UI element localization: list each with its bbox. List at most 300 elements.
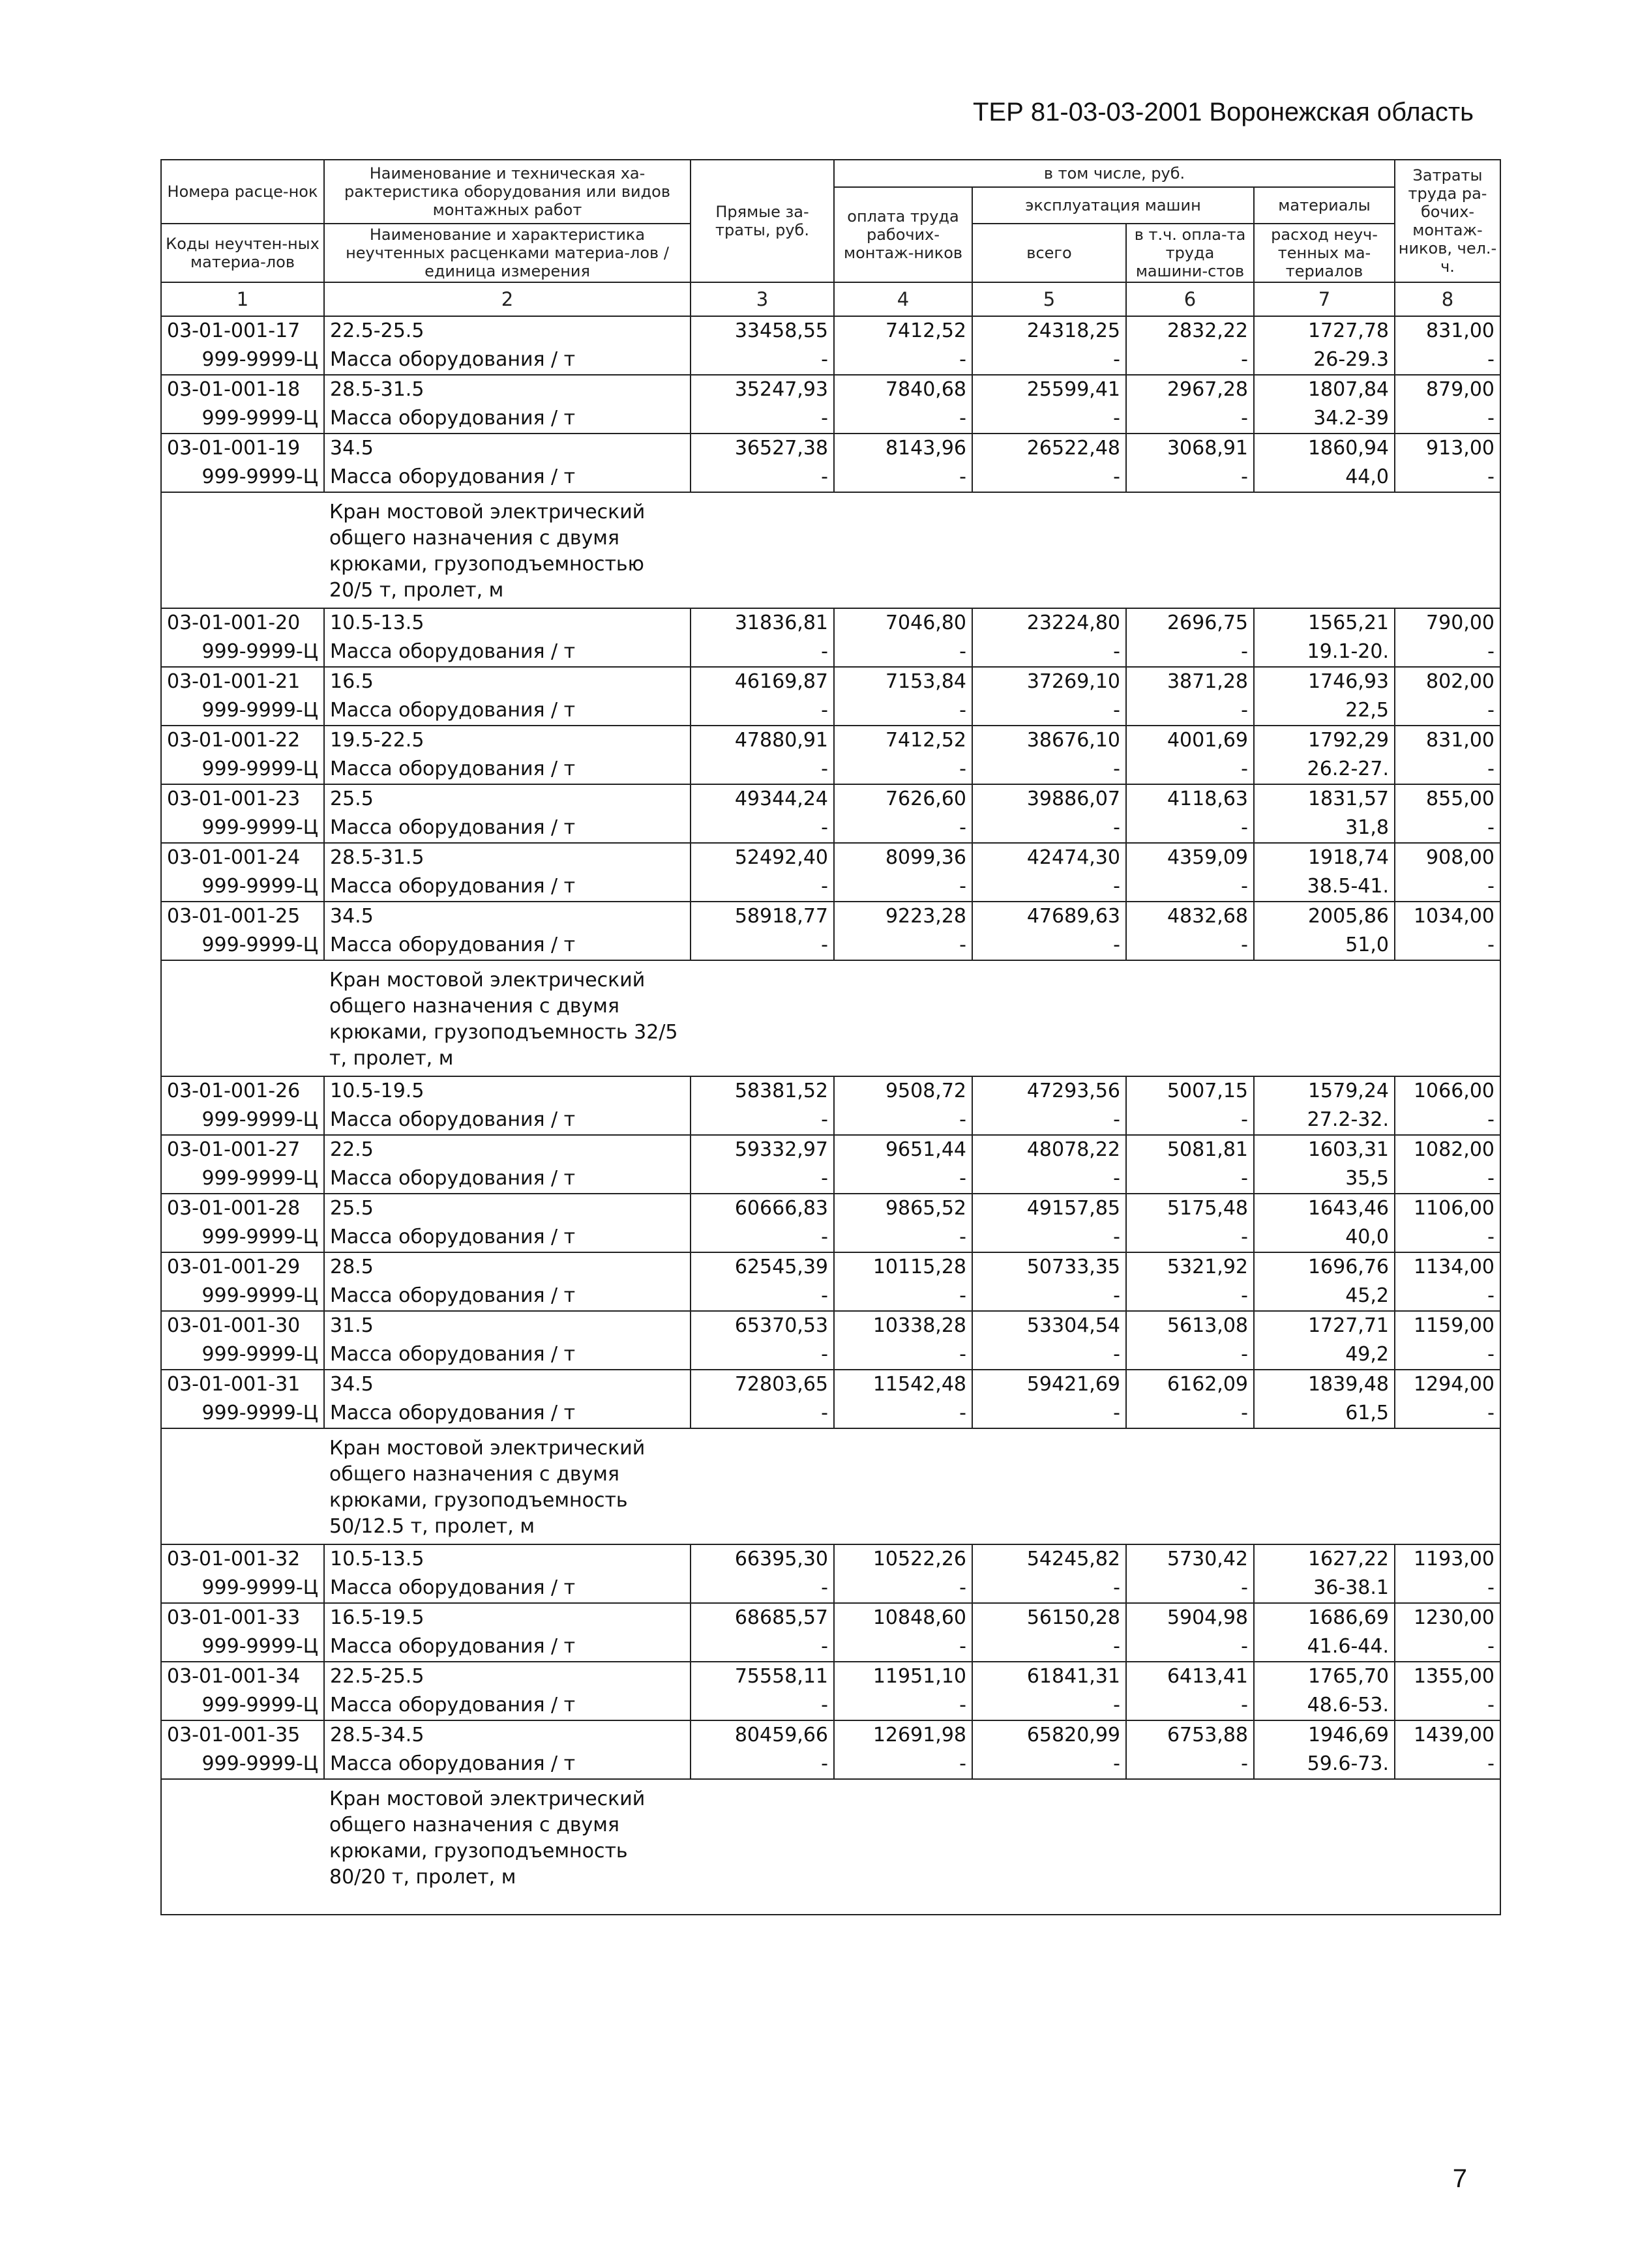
material-value: - xyxy=(691,638,834,667)
rate-value: 4118,63 xyxy=(1126,784,1254,814)
rate-row xyxy=(161,1544,1500,1574)
material-value: - xyxy=(834,1340,972,1370)
material-value: 36-38.1 xyxy=(1254,1574,1395,1603)
material-value: - xyxy=(834,872,972,902)
rate-value: 61841,31 xyxy=(972,1662,1126,1691)
rate-span: 22.5 xyxy=(324,1135,691,1164)
rate-value: 908,00 xyxy=(1395,843,1500,872)
rate-value: 52492,40 xyxy=(691,843,834,872)
material-value: - xyxy=(1126,638,1254,667)
material-name: Масса оборудования / т xyxy=(324,1223,691,1252)
material-code: 999-9999-Ц xyxy=(161,872,324,902)
material-name: Масса оборудования / т xyxy=(324,638,691,667)
rate-value: 2967,28 xyxy=(1126,375,1254,404)
material-value: 19.1-20. xyxy=(1254,638,1395,667)
rate-value: 1355,00 xyxy=(1395,1662,1500,1691)
rate-value: 879,00 xyxy=(1395,375,1500,404)
rate-span: 25.5 xyxy=(324,1194,691,1223)
material-value: - xyxy=(834,1223,972,1252)
material-value: - xyxy=(1395,1691,1500,1720)
material-code: 999-9999-Ц xyxy=(161,1750,324,1779)
machines-header: эксплуатация машин xyxy=(972,187,1254,224)
material-value: - xyxy=(972,1632,1126,1662)
column-number: 6 xyxy=(1126,282,1254,316)
rate-value: 12691,98 xyxy=(834,1720,972,1750)
rate-value: 1066,00 xyxy=(1395,1076,1500,1106)
material-value: - xyxy=(1126,1750,1254,1779)
column-number: 2 xyxy=(324,282,691,316)
material-value: - xyxy=(1395,931,1500,960)
material-value: - xyxy=(1395,1223,1500,1252)
material-value: - xyxy=(1395,872,1500,902)
rate-value: 42474,30 xyxy=(972,843,1126,872)
column-number: 7 xyxy=(1254,282,1395,316)
material-value: - xyxy=(691,1632,834,1662)
material-name: Масса оборудования / т xyxy=(324,872,691,902)
material-value: - xyxy=(834,1574,972,1603)
material-row xyxy=(161,1106,1500,1135)
material-value: - xyxy=(1126,1691,1254,1720)
rate-value: 75558,11 xyxy=(691,1662,834,1691)
material-value: - xyxy=(834,404,972,434)
material-code: 999-9999-Ц xyxy=(161,931,324,960)
material-value: - xyxy=(691,814,834,843)
material-name: Масса оборудования / т xyxy=(324,1691,691,1720)
material-value: - xyxy=(691,1574,834,1603)
materials-header: материалы xyxy=(1254,187,1395,224)
material-value: 31,8 xyxy=(1254,814,1395,843)
material-value: - xyxy=(1126,1282,1254,1311)
material-value: 26-29.3 xyxy=(1254,346,1395,375)
rate-value: 54245,82 xyxy=(972,1544,1126,1574)
material-value: - xyxy=(691,1223,834,1252)
material-row xyxy=(161,463,1500,492)
rate-value: 2832,22 xyxy=(1126,316,1254,346)
rate-row xyxy=(161,1662,1500,1691)
rate-value: 36527,38 xyxy=(691,434,834,463)
material-value: - xyxy=(691,755,834,784)
material-name: Масса оборудования / т xyxy=(324,1340,691,1370)
material-code: 999-9999-Ц xyxy=(161,1632,324,1662)
material-value: - xyxy=(972,404,1126,434)
rate-value: 1643,46 xyxy=(1254,1194,1395,1223)
material-value: 22,5 xyxy=(1254,696,1395,726)
col-direct-costs-header: Прямые за-траты, руб. xyxy=(691,160,834,282)
material-code: 999-9999-Ц xyxy=(161,463,324,492)
rate-value: 39886,07 xyxy=(972,784,1126,814)
material-value: - xyxy=(1395,1282,1500,1311)
rate-value: 1727,78 xyxy=(1254,316,1395,346)
material-row xyxy=(161,814,1500,843)
material-code: 999-9999-Ц xyxy=(161,1282,324,1311)
rate-value: 1193,00 xyxy=(1395,1544,1500,1574)
rate-value: 25599,41 xyxy=(972,375,1126,404)
material-value: - xyxy=(834,1691,972,1720)
column-number: 1 xyxy=(161,282,324,316)
rate-code: 03-01-001-22 xyxy=(161,726,324,755)
rate-row xyxy=(161,375,1500,404)
material-value: - xyxy=(1126,1340,1254,1370)
rate-value: 1696,76 xyxy=(1254,1252,1395,1282)
material-value: - xyxy=(972,1164,1126,1194)
rate-span: 16.5-19.5 xyxy=(324,1603,691,1632)
rate-span: 10.5-13.5 xyxy=(324,608,691,638)
material-value: - xyxy=(1395,1340,1500,1370)
rate-code: 03-01-001-27 xyxy=(161,1135,324,1164)
material-code: 999-9999-Ц xyxy=(161,755,324,784)
rate-span: 28.5-31.5 xyxy=(324,375,691,404)
rate-span: 28.5-34.5 xyxy=(324,1720,691,1750)
rate-value: 1082,00 xyxy=(1395,1135,1500,1164)
material-value: - xyxy=(1395,404,1500,434)
material-value: - xyxy=(1126,346,1254,375)
material-value: - xyxy=(972,1106,1126,1135)
rate-value: 1106,00 xyxy=(1395,1194,1500,1223)
column-number: 4 xyxy=(834,282,972,316)
section-blank-cell xyxy=(691,1779,1500,1915)
rate-value: 1579,24 xyxy=(1254,1076,1395,1106)
rate-value: 1627,22 xyxy=(1254,1544,1395,1574)
rate-value: 11951,10 xyxy=(834,1662,972,1691)
material-code: 999-9999-Ц xyxy=(161,638,324,667)
rate-value: 7153,84 xyxy=(834,667,972,696)
rate-value: 1603,31 xyxy=(1254,1135,1395,1164)
material-value: - xyxy=(972,463,1126,492)
rate-value: 3068,91 xyxy=(1126,434,1254,463)
material-value: - xyxy=(972,1399,1126,1428)
material-value: - xyxy=(834,1106,972,1135)
table-body xyxy=(161,316,1500,1915)
rate-code: 03-01-001-26 xyxy=(161,1076,324,1106)
document-header: ТЕР 81-03-03-2001 Воронежская область xyxy=(972,98,1474,126)
column-numbers-row xyxy=(161,282,1500,316)
rate-value: 1807,84 xyxy=(1254,375,1395,404)
material-value: - xyxy=(1126,755,1254,784)
rate-value: 9508,72 xyxy=(834,1076,972,1106)
rate-value: 802,00 xyxy=(1395,667,1500,696)
material-code: 999-9999-Ц xyxy=(161,404,324,434)
rate-value: 1565,21 xyxy=(1254,608,1395,638)
rate-code: 03-01-001-20 xyxy=(161,608,324,638)
rate-code: 03-01-001-19 xyxy=(161,434,324,463)
rate-value: 5904,98 xyxy=(1126,1603,1254,1632)
col-material-codes-header: Коды неучтен-ных материа-лов xyxy=(161,224,324,282)
rate-value: 6162,09 xyxy=(1126,1370,1254,1399)
including-header: в том числе, руб. xyxy=(834,160,1395,187)
rate-value: 1294,00 xyxy=(1395,1370,1500,1399)
rate-value: 2005,86 xyxy=(1254,902,1395,931)
material-value: - xyxy=(1395,696,1500,726)
rate-span: 25.5 xyxy=(324,784,691,814)
rate-code: 03-01-001-24 xyxy=(161,843,324,872)
material-value: - xyxy=(1126,404,1254,434)
rate-span: 10.5-13.5 xyxy=(324,1544,691,1574)
material-name: Масса оборудования / т xyxy=(324,404,691,434)
rate-value: 1839,48 xyxy=(1254,1370,1395,1399)
material-value: - xyxy=(834,1282,972,1311)
material-value: - xyxy=(972,1691,1126,1720)
col-material-name-header: Наименование и характеристика неучтенных расценками материа-лов / единица измерения xyxy=(324,224,691,282)
material-name: Масса оборудования / т xyxy=(324,1632,691,1662)
rate-span: 31.5 xyxy=(324,1311,691,1340)
rate-value: 49157,85 xyxy=(972,1194,1126,1223)
material-name: Масса оборудования / т xyxy=(324,814,691,843)
rate-value: 23224,80 xyxy=(972,608,1126,638)
material-value: - xyxy=(691,463,834,492)
col-machines-total-header: всего xyxy=(972,224,1126,282)
material-value: - xyxy=(834,755,972,784)
column-number: 3 xyxy=(691,282,834,316)
rate-value: 7412,52 xyxy=(834,726,972,755)
material-value: - xyxy=(834,931,972,960)
material-value: 34.2-39 xyxy=(1254,404,1395,434)
material-value: 35,5 xyxy=(1254,1164,1395,1194)
material-value: - xyxy=(1395,1750,1500,1779)
rate-value: 58918,77 xyxy=(691,902,834,931)
material-value: - xyxy=(1126,463,1254,492)
rate-row xyxy=(161,1252,1500,1282)
rate-span: 28.5-31.5 xyxy=(324,843,691,872)
material-value: - xyxy=(1395,1399,1500,1428)
rate-value: 11542,48 xyxy=(834,1370,972,1399)
rate-value: 9223,28 xyxy=(834,902,972,931)
rate-code: 03-01-001-17 xyxy=(161,316,324,346)
rate-value: 1034,00 xyxy=(1395,902,1500,931)
section-row xyxy=(161,1428,1500,1544)
rate-value: 38676,10 xyxy=(972,726,1126,755)
material-value: - xyxy=(1126,1164,1254,1194)
material-value: - xyxy=(691,1282,834,1311)
material-row xyxy=(161,931,1500,960)
material-value: 51,0 xyxy=(1254,931,1395,960)
material-value: - xyxy=(1126,1399,1254,1428)
material-value: - xyxy=(1126,872,1254,902)
material-name: Масса оборудования / т xyxy=(324,931,691,960)
rate-value: 47293,56 xyxy=(972,1076,1126,1106)
rate-value: 790,00 xyxy=(1395,608,1500,638)
rate-value: 2696,75 xyxy=(1126,608,1254,638)
rate-value: 1792,29 xyxy=(1254,726,1395,755)
rate-code: 03-01-001-34 xyxy=(161,1662,324,1691)
section-blank-cell xyxy=(691,1428,1500,1544)
material-value: 48.6-53. xyxy=(1254,1691,1395,1720)
rate-value: 4001,69 xyxy=(1126,726,1254,755)
rate-row xyxy=(161,1076,1500,1106)
material-row xyxy=(161,404,1500,434)
rate-code: 03-01-001-28 xyxy=(161,1194,324,1223)
rate-code: 03-01-001-25 xyxy=(161,902,324,931)
rate-span: 16.5 xyxy=(324,667,691,696)
material-value: 38.5-41. xyxy=(1254,872,1395,902)
material-value: - xyxy=(834,1632,972,1662)
material-name: Масса оборудования / т xyxy=(324,346,691,375)
rate-value: 65370,53 xyxy=(691,1311,834,1340)
material-row xyxy=(161,1399,1500,1428)
material-value: - xyxy=(691,872,834,902)
rate-row xyxy=(161,1135,1500,1164)
material-value: - xyxy=(691,931,834,960)
rate-value: 1946,69 xyxy=(1254,1720,1395,1750)
column-number: 8 xyxy=(1395,282,1500,316)
rate-value: 1230,00 xyxy=(1395,1603,1500,1632)
col-labor-pay-header: оплата труда рабочих-монтаж-ников xyxy=(834,187,972,282)
material-value: 61,5 xyxy=(1254,1399,1395,1428)
material-value: - xyxy=(834,696,972,726)
rate-code: 03-01-001-33 xyxy=(161,1603,324,1632)
rate-value: 1918,74 xyxy=(1254,843,1395,872)
material-value: - xyxy=(1126,1574,1254,1603)
rate-value: 35247,93 xyxy=(691,375,834,404)
rate-value: 855,00 xyxy=(1395,784,1500,814)
section-row xyxy=(161,492,1500,608)
rate-value: 7840,68 xyxy=(834,375,972,404)
material-value: - xyxy=(691,1399,834,1428)
rate-value: 46169,87 xyxy=(691,667,834,696)
rate-value: 5175,48 xyxy=(1126,1194,1254,1223)
material-value: - xyxy=(972,872,1126,902)
rate-value: 31836,81 xyxy=(691,608,834,638)
rate-span: 28.5 xyxy=(324,1252,691,1282)
material-value: - xyxy=(1395,346,1500,375)
material-name: Масса оборудования / т xyxy=(324,1106,691,1135)
rate-value: 6753,88 xyxy=(1126,1720,1254,1750)
material-value: - xyxy=(834,1164,972,1194)
material-row xyxy=(161,346,1500,375)
material-value: - xyxy=(1395,755,1500,784)
material-row xyxy=(161,872,1500,902)
material-row xyxy=(161,638,1500,667)
rate-value: 48078,22 xyxy=(972,1135,1126,1164)
material-code: 999-9999-Ц xyxy=(161,1399,324,1428)
material-row xyxy=(161,1691,1500,1720)
section-title: Кран мостовой электрический общего назначения с двумя крюками, грузоподъемностью 20/5 т, пролет, м xyxy=(324,492,691,608)
rate-code: 03-01-001-29 xyxy=(161,1252,324,1282)
material-name: Масса оборудования / т xyxy=(324,1164,691,1194)
rate-code: 03-01-001-35 xyxy=(161,1720,324,1750)
rate-value: 7626,60 xyxy=(834,784,972,814)
rate-row xyxy=(161,1370,1500,1399)
section-blank-cell xyxy=(691,960,1500,1076)
material-value: - xyxy=(1126,1106,1254,1135)
material-value: - xyxy=(834,814,972,843)
rate-code: 03-01-001-18 xyxy=(161,375,324,404)
rate-span: 22.5-25.5 xyxy=(324,316,691,346)
section-blank-cell xyxy=(161,492,324,608)
rate-value: 24318,25 xyxy=(972,316,1126,346)
material-row xyxy=(161,1340,1500,1370)
material-value: - xyxy=(1126,931,1254,960)
material-value: 41.6-44. xyxy=(1254,1632,1395,1662)
rate-value: 1727,71 xyxy=(1254,1311,1395,1340)
rate-value: 10338,28 xyxy=(834,1311,972,1340)
rate-value: 10848,60 xyxy=(834,1603,972,1632)
material-value: - xyxy=(691,1691,834,1720)
rate-value: 8143,96 xyxy=(834,434,972,463)
material-name: Масса оборудования / т xyxy=(324,1574,691,1603)
rate-value: 47880,91 xyxy=(691,726,834,755)
material-row xyxy=(161,1750,1500,1779)
material-code: 999-9999-Ц xyxy=(161,1340,324,1370)
material-value: - xyxy=(1126,814,1254,843)
material-value: - xyxy=(972,1282,1126,1311)
rate-value: 33458,55 xyxy=(691,316,834,346)
material-value: - xyxy=(972,1750,1126,1779)
section-blank-cell xyxy=(691,492,1500,608)
col-rate-numbers-header: Номера расце-нок xyxy=(161,160,324,224)
material-row xyxy=(161,1223,1500,1252)
page-number: 7 xyxy=(1452,2164,1467,2193)
material-value: - xyxy=(1395,1574,1500,1603)
rate-span: 34.5 xyxy=(324,1370,691,1399)
rate-value: 56150,28 xyxy=(972,1603,1126,1632)
material-code: 999-9999-Ц xyxy=(161,1574,324,1603)
rate-value: 58381,52 xyxy=(691,1076,834,1106)
material-code: 999-9999-Ц xyxy=(161,1106,324,1135)
rate-span: 10.5-19.5 xyxy=(324,1076,691,1106)
material-value: - xyxy=(1395,1106,1500,1135)
rate-value: 62545,39 xyxy=(691,1252,834,1282)
rate-value: 68685,57 xyxy=(691,1603,834,1632)
material-value: - xyxy=(1126,1632,1254,1662)
material-value: 49,2 xyxy=(1254,1340,1395,1370)
rate-value: 831,00 xyxy=(1395,316,1500,346)
material-value: - xyxy=(972,346,1126,375)
rate-value: 5730,42 xyxy=(1126,1544,1254,1574)
rate-row xyxy=(161,1194,1500,1223)
rate-row xyxy=(161,726,1500,755)
rate-value: 37269,10 xyxy=(972,667,1126,696)
material-value: - xyxy=(972,814,1126,843)
rate-value: 26522,48 xyxy=(972,434,1126,463)
material-value: - xyxy=(1126,1223,1254,1252)
section-row xyxy=(161,1779,1500,1915)
material-value: - xyxy=(834,463,972,492)
material-row xyxy=(161,1574,1500,1603)
material-value: - xyxy=(691,404,834,434)
rate-value: 10522,26 xyxy=(834,1544,972,1574)
rate-span: 22.5-25.5 xyxy=(324,1662,691,1691)
rate-row xyxy=(161,1311,1500,1340)
section-row xyxy=(161,960,1500,1076)
material-value: - xyxy=(972,1223,1126,1252)
rate-code: 03-01-001-31 xyxy=(161,1370,324,1399)
material-value: - xyxy=(1395,463,1500,492)
rate-value: 913,00 xyxy=(1395,434,1500,463)
material-code: 999-9999-Ц xyxy=(161,1164,324,1194)
material-code: 999-9999-Ц xyxy=(161,696,324,726)
material-value: - xyxy=(972,638,1126,667)
section-blank-cell xyxy=(161,960,324,1076)
material-row xyxy=(161,755,1500,784)
material-value: 44,0 xyxy=(1254,463,1395,492)
material-value: 45,2 xyxy=(1254,1282,1395,1311)
section-blank-cell xyxy=(161,1779,324,1915)
rate-value: 59332,97 xyxy=(691,1135,834,1164)
rate-value: 7046,80 xyxy=(834,608,972,638)
material-name: Масса оборудования / т xyxy=(324,755,691,784)
material-name: Масса оборудования / т xyxy=(324,1750,691,1779)
rate-value: 80459,66 xyxy=(691,1720,834,1750)
rate-value: 6413,41 xyxy=(1126,1662,1254,1691)
material-value: - xyxy=(834,1399,972,1428)
table-head xyxy=(161,160,1500,316)
rates-table xyxy=(160,159,1501,1915)
rate-row xyxy=(161,316,1500,346)
material-value: 40,0 xyxy=(1254,1223,1395,1252)
rate-value: 5007,15 xyxy=(1126,1076,1254,1106)
col-work-name-header: Наименование и техническая ха-рактеристика оборудования или видов монтажных работ xyxy=(324,160,691,224)
rate-row xyxy=(161,1603,1500,1632)
